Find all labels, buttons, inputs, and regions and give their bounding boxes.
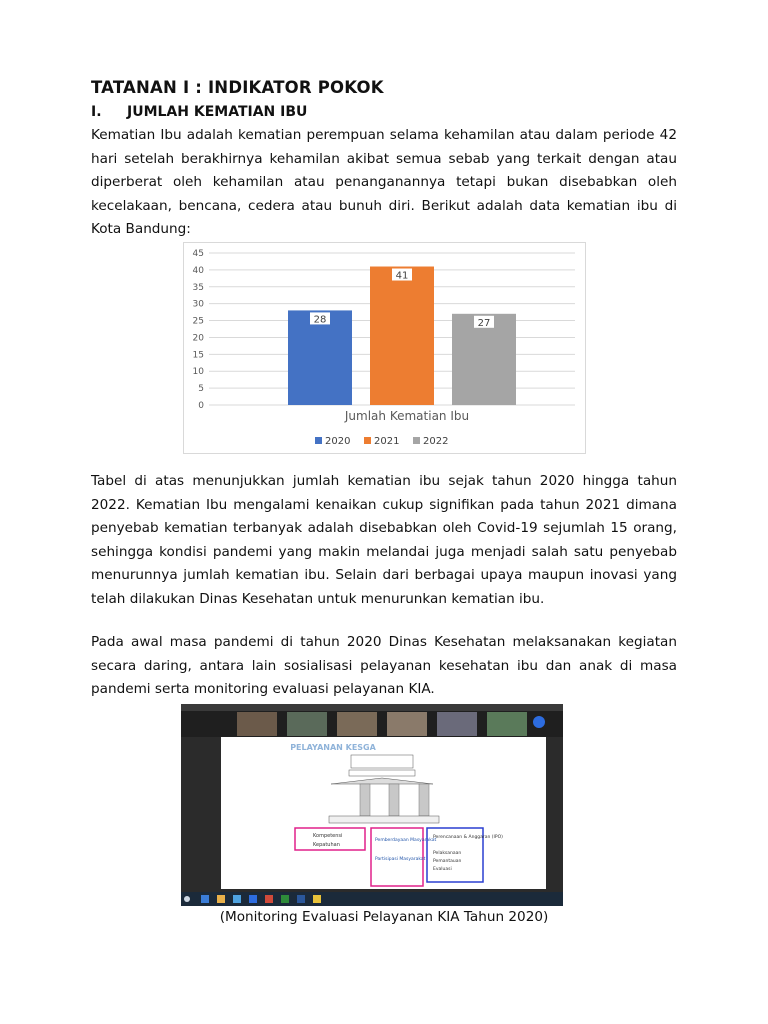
meeting-screenshot (181, 704, 563, 906)
chart-svg (184, 243, 585, 453)
paragraph-pandemic: Pada awal masa pandemi di tahun 2020 Dinas Kesehatan melaksanakan kegiatan secara daring, antara lain sosialisasi pelayanan kesehatan ibu dan anak di masa pandemi serta monitoring evaluasi pelayanan KIA. (91, 634, 677, 697)
right-box-item: Pemantauan (433, 859, 462, 864)
x-category-label: Jumlah Kematian Ibu (344, 409, 470, 423)
y-tick-label: 5 (198, 384, 204, 395)
right-box-item: Evaluasi (433, 867, 452, 872)
legend-label: 2022 (423, 436, 449, 447)
participant-thumb (437, 712, 477, 736)
maternal-death-chart (183, 242, 586, 454)
y-tick-label: 0 (198, 401, 204, 411)
data-label: 28 (313, 314, 327, 326)
section-heading (91, 104, 307, 120)
data-label: 27 (477, 317, 491, 329)
y-tick-label: 45 (192, 249, 204, 259)
participant-thumb (237, 712, 277, 736)
y-tick-label: 40 (192, 265, 204, 276)
left-box-item: Kompetensi (313, 833, 343, 839)
data-label: 41 (395, 270, 409, 282)
y-tick-label: 10 (192, 367, 204, 378)
section-number: I. (91, 104, 102, 120)
legend-label: 2021 (374, 436, 400, 447)
participant-thumb (337, 712, 377, 736)
y-tick-label: 15 (192, 350, 204, 361)
legend-swatch-2022 (413, 437, 420, 444)
right-box-item: Perencanaan & Anggaran (IPO) (433, 835, 503, 840)
page-heading: TATANAN I : INDIKATOR POKOK (91, 78, 384, 97)
meeting-screenshot-svg (181, 704, 563, 906)
right-box-item: Pelaksanaan (433, 851, 462, 856)
legend-label: 2020 (325, 436, 351, 447)
mid-box-item: Partisipasi Masyarakat (375, 857, 426, 862)
y-tick-label: 35 (192, 282, 204, 293)
bar-2021 (370, 267, 434, 405)
participant-thumb (387, 712, 427, 736)
mid-box-item: Pemberdayaan Masyarakat (375, 838, 437, 843)
participant-thumb (287, 712, 327, 736)
paragraph-analysis: Tabel di atas menunjukkan jumlah kematian ibu sejak tahun 2020 hingga tahun 2022. Kematian Ibu mengalami kenaikan cukup signifikan pada tahun 2021 dimana penyebab kematian terbanyak adalah disebabkan oleh Covid-19 sejumlah 15 orang, sehingga kondisi pandemi yang makin melandai juga menjadi salah satu penyebab menurunnya jumlah kematian ibu. Selain dari berbagai upaya maupun inovasi yang telah dilakukan Dinas Kesehatan untuk menurunkan kematian ibu. (91, 473, 677, 607)
figure-caption: (Monitoring Evaluasi Pelayanan KIA Tahun 2020) (219, 909, 549, 925)
left-box-item: Kepatuhan (313, 842, 340, 848)
y-tick-label: 20 (192, 333, 204, 344)
slide-title: PELAYANAN KESGA (290, 743, 376, 752)
y-tick-label: 30 (192, 299, 204, 310)
y-tick-label: 25 (192, 316, 204, 327)
section-title: JUMLAH KEMATIAN IBU (127, 104, 308, 120)
paragraph-definition: Kematian Ibu adalah kematian perempuan selama kehamilan atau dalam periode 42 hari setelah berakhirnya kehamilan akibat semua sebab yang terkait dengan atau diperberat oleh kehamilan atau penanganannya tetapi bukan disebabkan oleh kecelakaan, bencana, cedera atau bunuh diri. Berikut adalah data kematian ibu di Kota Bandung: (91, 127, 677, 237)
legend-swatch-2020 (315, 437, 322, 444)
participant-thumb (487, 712, 527, 736)
legend-swatch-2021 (364, 437, 371, 444)
